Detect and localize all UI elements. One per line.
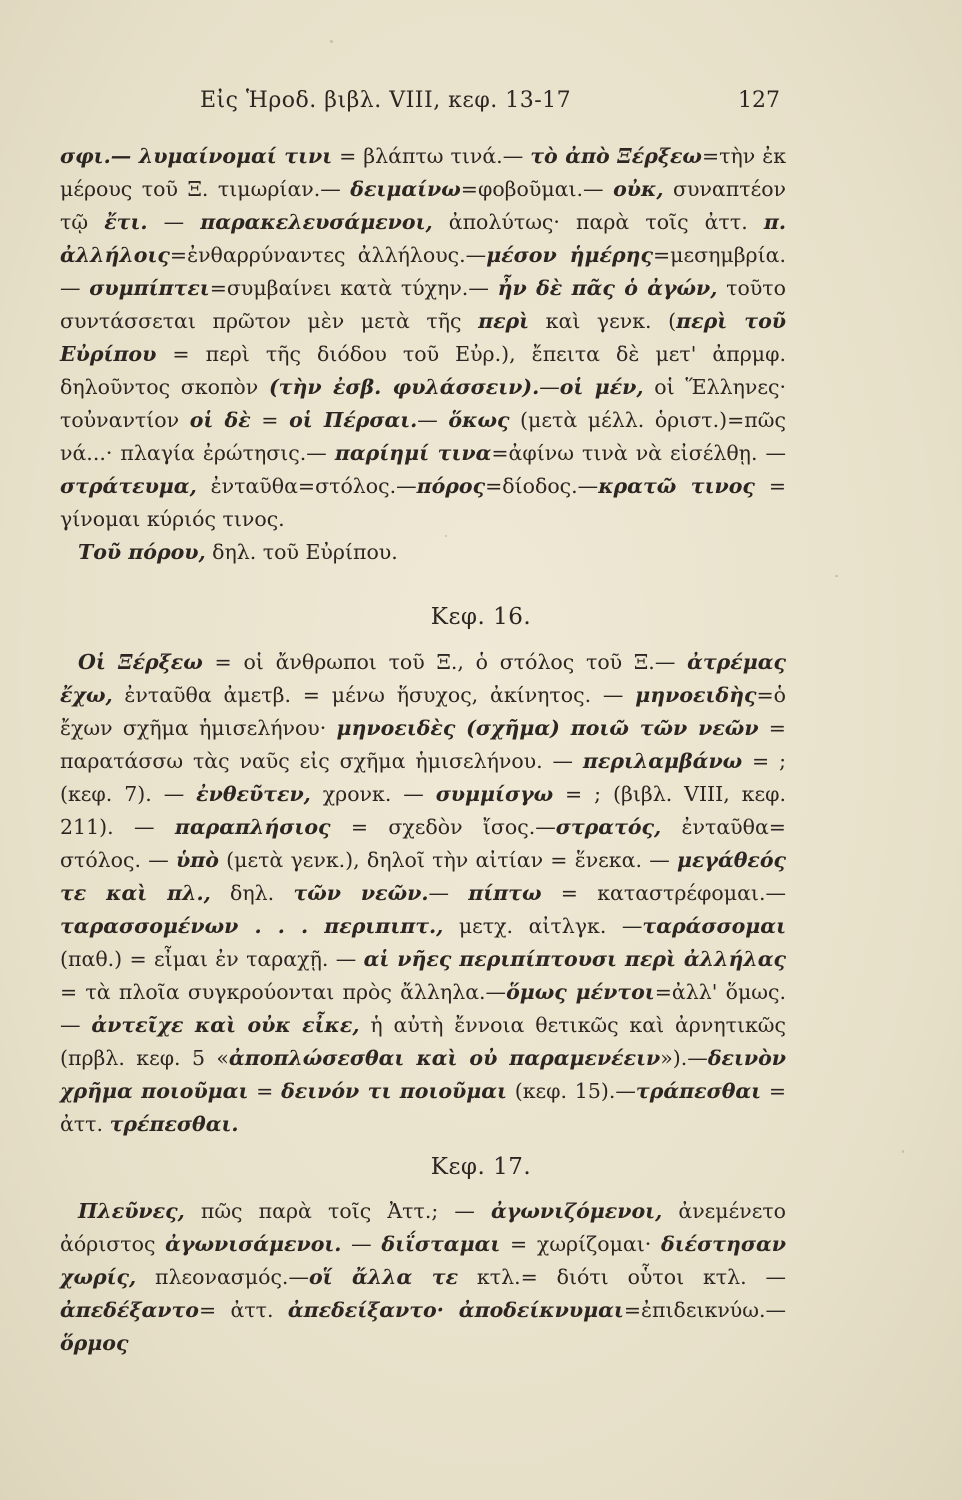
lemma-term: ἐνθεῦτεν,: [196, 782, 311, 806]
lemma-term: ἀπεδείξαντο· ἀποδείκνυμαι: [287, 1298, 624, 1322]
lemma-term: Οἱ Ξέρξεω: [78, 650, 203, 674]
lemma-term: οἱ Πέρσαι.: [289, 408, 418, 432]
gloss-text: = ; (βιβλ. VIII, κεφ. 211). —: [60, 782, 786, 839]
commentary-block-chapter-15: [60, 140, 786, 569]
gloss-text: μετχ. αἰτλγκ. —: [443, 914, 643, 938]
lemma-term: οἱ μέν,: [559, 375, 644, 399]
lemma-term: παρακελευσάμενοι,: [200, 210, 433, 234]
gloss-text: =ὁ ἔχων σχῆμα ἡμισελήνου·: [60, 683, 786, 740]
lemma-term: ἔτι.: [104, 210, 148, 234]
gloss-text: =μεσημβρία.—: [60, 243, 786, 300]
paragraph: [60, 1195, 786, 1360]
running-header: [200, 88, 780, 124]
gloss-text: ἡ αὐτὴ ἔννοια θετικῶς καὶ ἀρνητικῶς (πρβλ. κεφ. 5 «: [60, 1013, 786, 1070]
lemma-term: ἀγωνιζόμενοι,: [491, 1199, 663, 1223]
lemma-term: ταράσσομαι: [642, 914, 786, 938]
lemma-term: παρίημί τινα: [334, 441, 492, 465]
lemma-term: οἱ δὲ: [189, 408, 251, 432]
gloss-text: (παθ.) = εἶμαι ἐν ταραχῇ. —: [60, 947, 364, 971]
lemma-term: ἀντεῖχε καὶ οὐκ εἶκε,: [91, 1013, 360, 1037]
gloss-text: =: [250, 408, 290, 432]
lemma-term: οὐκ,: [613, 177, 664, 201]
lemma-term: πόρος: [416, 474, 486, 498]
lemma-term: μέσον ἡμέρης: [486, 243, 653, 267]
lemma-term: μεγάθεός τε καὶ πλ.,: [60, 848, 787, 905]
lemma-term: ὅρμος: [60, 1331, 129, 1355]
gloss-text: (μετὰ γενκ.), δηλοῖ τὴν αἰτίαν = ἕνεκα. —: [218, 848, 677, 872]
gloss-text: = καταστρέφομαι.—: [541, 881, 786, 905]
gloss-text: = τὰ πλοῖα συγκρούονται πρὸς ἄλληλα.—: [60, 980, 507, 1004]
lemma-term: περὶ: [478, 309, 530, 333]
gloss-text: =ἐπιδεικνύω.—: [623, 1298, 786, 1322]
gloss-text: —: [417, 408, 449, 432]
lemma-term: διέστησαν χωρίς,: [60, 1232, 786, 1289]
lemma-term: τὸ ἀπὸ Ξέρξεω: [530, 144, 702, 168]
gloss-text: =συμβαίνει κατὰ τύχην.—: [209, 276, 498, 300]
gloss-text: = παρατάσσω τὰς ναῦς εἰς σχῆμα ἡμισελήνου. —: [60, 716, 786, 773]
gloss-text: =φοβοῦμαι.—: [460, 177, 614, 201]
gloss-text: =ἀλλ' ὅμως. —: [60, 980, 786, 1037]
lemma-term: ἀπεδέξαντο: [60, 1298, 199, 1322]
gloss-text: = σχεδὸν ἴσος.—: [330, 815, 556, 839]
chapter-heading-17: Κεφ. 17.: [430, 1154, 532, 1180]
gloss-text: = χωρίζομαι·: [500, 1232, 662, 1256]
lemma-term: ἦν δὲ πᾶς ὁ ἀγών,: [497, 276, 718, 300]
lemma-term: τρέπεσθαι.: [109, 1112, 239, 1136]
lemma-term: συμμίσγω: [435, 782, 554, 806]
gloss-text: = γίνομαι κύριός τινος.: [60, 474, 786, 531]
lemma-term: τῶν νεῶν.: [293, 881, 429, 905]
gloss-text: =: [248, 1079, 282, 1103]
lemma-term: π. ἀλλήλοις: [60, 210, 786, 267]
gloss-text: πῶς παρὰ τοῖς Ἀττ.; —: [184, 1199, 492, 1223]
lemma-term: μηνοειδὴς: [635, 683, 757, 707]
gloss-text: (μετὰ μέλλ. ὁριστ.)=πῶς νά...· πλαγία ἐρώτησις.—: [60, 408, 786, 465]
lemma-term: ταρασσομένων . . . περιπιπτ.,: [60, 914, 444, 938]
page-number: 127: [738, 88, 780, 113]
gloss-text: ἀνεμένετο ἀόριστος: [60, 1199, 786, 1256]
gloss-text: ἐνταῦθα ἀμετβ. = μένω ἥσυχος, ἀκίνητος. —: [112, 683, 636, 707]
lemma-term: ἀποπλώσεσθαι καὶ οὐ παραμενέειν: [228, 1046, 661, 1070]
gloss-text: οἱ Ἕλληνες· τοὐναντίον: [60, 375, 786, 432]
lemma-term: συμπίπτει: [89, 276, 210, 300]
gloss-text: δηλ.: [210, 881, 294, 905]
gloss-text: ἀπολύτως· παρὰ τοῖς ἀττ.: [432, 210, 764, 234]
lemma-term: ὅμως μέντοι: [506, 980, 655, 1004]
commentary-block-chapter-16: [60, 646, 786, 1141]
lemma-term: ὑπὸ: [176, 848, 219, 872]
gloss-text: καὶ γενκ. (: [529, 309, 677, 333]
lemma-term: περὶ τοῦ Εὐρίπου: [60, 309, 786, 366]
lemma-term: περιλαμβάνω: [582, 749, 743, 773]
chapter-heading-16: Κεφ. 16.: [430, 604, 532, 630]
lemma-term: παραπλήσιος: [174, 815, 331, 839]
gloss-text: = ἀττ.: [60, 1079, 787, 1136]
paper-speck: [902, 1150, 904, 1153]
paper-speck: [445, 535, 447, 537]
paragraph-last: [60, 536, 786, 569]
running-title: Εἰς Ἡροδ. βιβλ. VIII, κεφ. 13-17: [200, 88, 572, 113]
gloss-text: =τὴν ἐκ μέρους τοῦ Ξ. τιμωρίαν.—: [60, 144, 787, 201]
gloss-text: —: [341, 1232, 382, 1256]
commentary-block-chapter-17: [60, 1195, 786, 1360]
lemma-term: τράπεσθαι: [635, 1079, 762, 1103]
gloss-text: = ἀττ.: [199, 1298, 288, 1322]
lemma-term: δεινόν τι ποιοῦμαι: [281, 1079, 507, 1103]
lemma-term: στρατός,: [555, 815, 662, 839]
lemma-term: Τοῦ πόρου,: [78, 540, 206, 564]
gloss-text: δηλ. τοῦ Εὐρίπου.: [205, 540, 398, 564]
gloss-text: =ἀφίνω τινὰ νὰ εἰσέλθῃ. —: [491, 441, 786, 465]
lemma-term: πίπτω: [468, 881, 542, 905]
gloss-text: τοῦτο συντάσσεται πρῶτον μὲν μετὰ τῆς: [60, 276, 786, 333]
gloss-text: =δίοδος.—: [485, 474, 599, 498]
lemma-term: (τὴν ἐσβ. φυλάσσειν).: [268, 375, 540, 399]
lemma-term: μηνοειδὲς (σχῆμα) ποιῶ τῶν νεῶν: [336, 716, 759, 740]
gloss-text: = οἱ ἄνθρωποι τοῦ Ξ., ὁ στόλος τοῦ Ξ.—: [202, 650, 688, 674]
lemma-term: δειμαίνω: [350, 177, 461, 201]
gloss-text: (κεφ. 15).—: [506, 1079, 636, 1103]
gloss-text: = ; (κεφ. 7). —: [60, 749, 786, 806]
paper-speck: [835, 575, 838, 577]
lemma-term: δεινὸν χρῆμα ποιοῦμαι: [60, 1046, 786, 1103]
lemma-term: αἱ νῆες περιπίπτουσι περὶ ἀλλήλας: [363, 947, 786, 971]
gloss-text: »).—: [660, 1046, 708, 1070]
lemma-term: Πλεῦνες,: [78, 1199, 185, 1223]
gloss-text: συναπτέον τῷ: [60, 177, 787, 234]
lemma-term: στράτευμα,: [60, 474, 197, 498]
lemma-term: κρατῶ τινος: [598, 474, 755, 498]
lemma-term: σφι.— λυμαίνομαί τινι: [60, 144, 333, 168]
lemma-term: διΐσταμαι: [381, 1232, 501, 1256]
paper-speck: [330, 40, 333, 43]
gloss-text: —: [539, 375, 560, 399]
lemma-term: ὅκως: [448, 408, 510, 432]
gloss-text: = βλάπτω τινά.—: [332, 144, 531, 168]
gloss-text: —: [428, 881, 469, 905]
lemma-term: οἵ ἄλλα τε: [308, 1265, 459, 1289]
gloss-text: =ἐνθαρρύναντες ἀλλήλους.—: [169, 243, 487, 267]
gloss-text: πλεονασμός.—: [136, 1265, 309, 1289]
gloss-text: ἐνταῦθα= στόλος. —: [60, 815, 786, 872]
lemma-term: ἀγωνισάμενοι.: [165, 1232, 342, 1256]
gloss-text: —: [147, 210, 201, 234]
gloss-text: χρονκ. —: [310, 782, 436, 806]
lemma-term: ἀτρέμας ἔχω,: [60, 650, 787, 707]
gloss-text: = περὶ τῆς διόδου τοῦ Εὐρ.), ἔπειτα δὲ μετ' ἀπρμφ. δηλοῦντος σκοπὸν: [60, 342, 786, 399]
gloss-text: κτλ.= διότι οὗτοι κτλ. —: [458, 1265, 786, 1289]
paragraph: [60, 140, 786, 536]
gloss-text: ἐνταῦθα=στόλος.—: [196, 474, 417, 498]
paragraph: [60, 646, 786, 1141]
